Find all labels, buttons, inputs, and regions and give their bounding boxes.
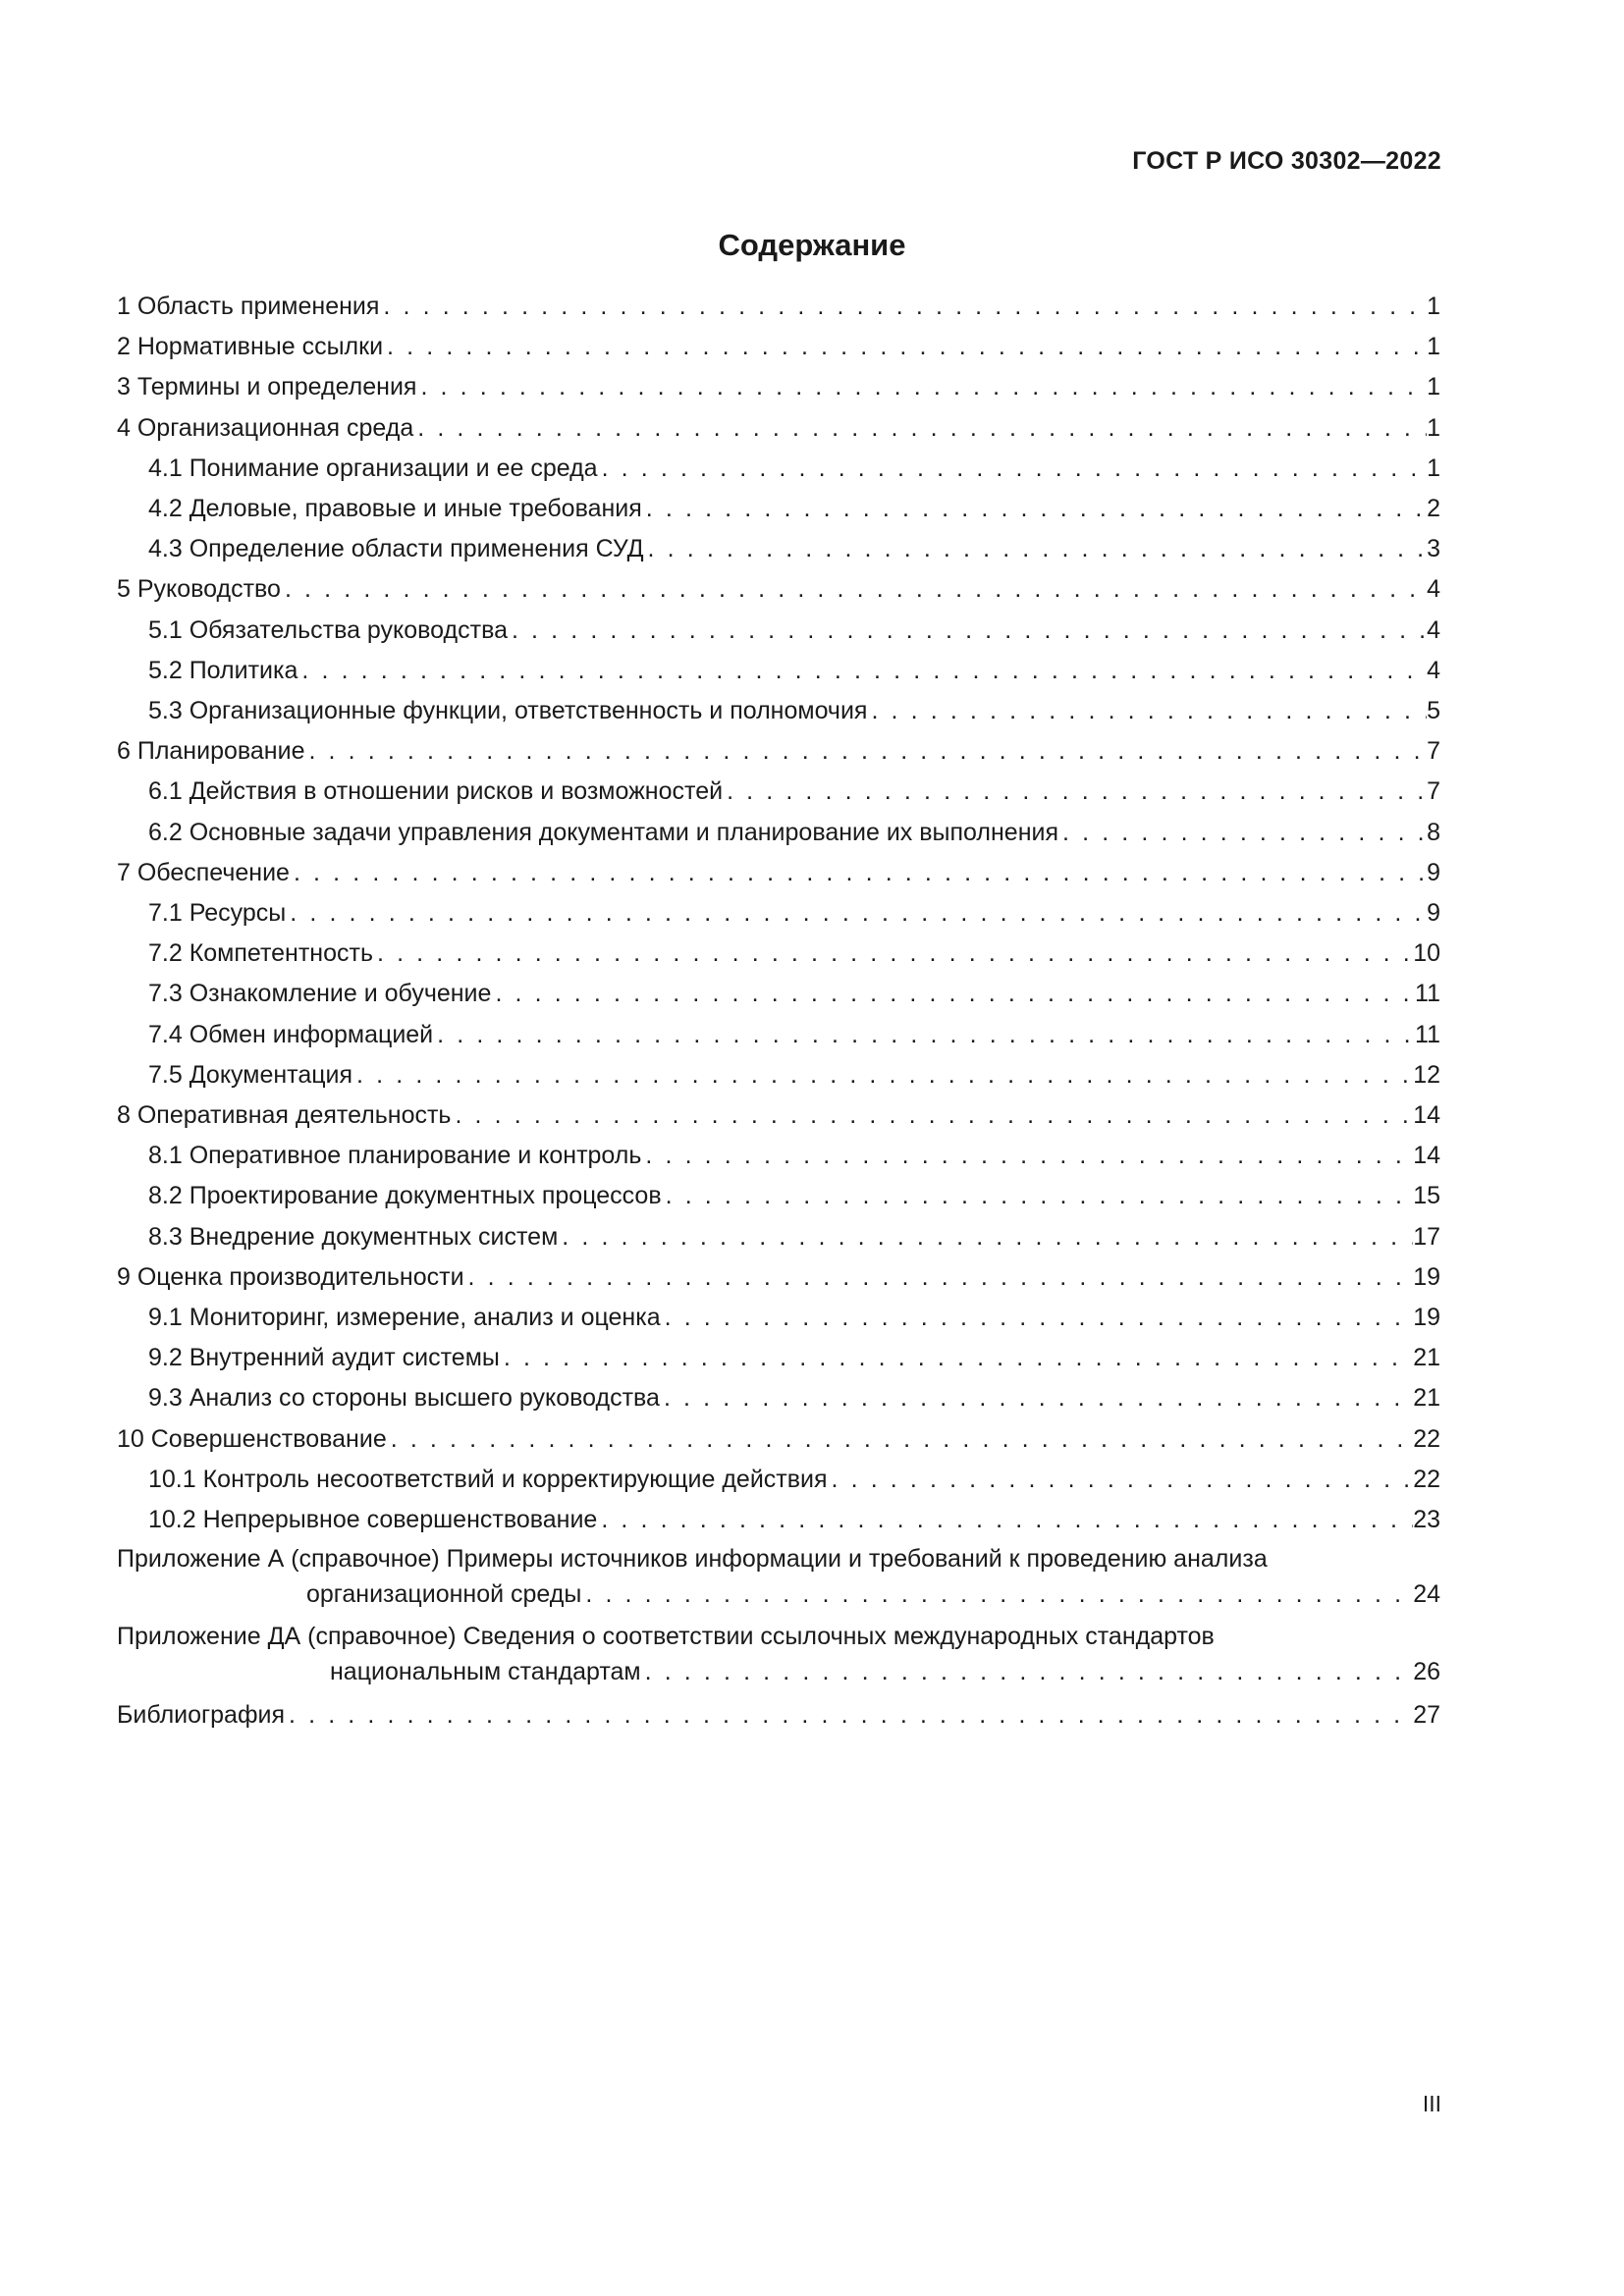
toc-page-number: 22 bbox=[1413, 1465, 1440, 1493]
toc-page-number: 1 bbox=[1427, 373, 1440, 401]
toc-subentry[interactable] bbox=[117, 1298, 1440, 1338]
toc-entry-text: 5.1 Обязательства руководства bbox=[148, 615, 508, 644]
toc-entry-text: 6.1 Действия в отношении рисков и возможностей bbox=[148, 777, 724, 806]
toc-subentry[interactable] bbox=[117, 1055, 1440, 1095]
toc-entry[interactable] bbox=[117, 1257, 1440, 1298]
toc-entry[interactable] bbox=[117, 1419, 1440, 1460]
toc-subentry[interactable] bbox=[117, 611, 1440, 651]
toc-entry-text: 7.4 Обмен информацией bbox=[148, 1020, 434, 1048]
toc-entry-text: 8 Оперативная деятельность bbox=[117, 1101, 452, 1130]
page-title: Содержание bbox=[718, 228, 906, 262]
toc-page-number: 22 bbox=[1413, 1424, 1440, 1453]
toc-page-number: 12 bbox=[1413, 1060, 1440, 1089]
toc-page-number: 1 bbox=[1427, 413, 1440, 442]
toc-dot-leader bbox=[301, 651, 1427, 691]
toc-dot-leader bbox=[504, 1338, 1413, 1378]
toc-subentry[interactable] bbox=[117, 974, 1440, 1014]
toc-entry[interactable] bbox=[117, 327, 1440, 367]
toc-entry[interactable] bbox=[117, 731, 1440, 772]
toc-page-number: 1 bbox=[1427, 293, 1440, 320]
toc-dot-leader bbox=[646, 489, 1427, 529]
toc-entry-text: Библиография bbox=[117, 1701, 286, 1730]
toc-entry-text: 7.3 Ознакомление и обучение bbox=[148, 980, 492, 1008]
toc-entry-text: 8.3 Внедрение документных систем bbox=[148, 1222, 559, 1251]
toc-entry-text: 4.3 Определение области применения СУД bbox=[148, 535, 644, 563]
toc-dot-leader bbox=[648, 529, 1428, 569]
toc-entry-text: 4.2 Деловые, правовые и иные требования bbox=[148, 495, 642, 523]
toc-dot-leader bbox=[420, 367, 1427, 407]
toc-dot-leader bbox=[383, 287, 1427, 327]
toc-entry-text: 8.2 Проектирование документных процессов bbox=[148, 1182, 662, 1210]
toc-dot-leader bbox=[1062, 813, 1427, 853]
toc-entry-text: 6 Планирование bbox=[117, 737, 305, 766]
toc-dot-leader bbox=[601, 1500, 1413, 1540]
toc-dot-leader bbox=[289, 1695, 1413, 1735]
toc-entry-text: 9.3 Анализ со стороны высшего руководства bbox=[148, 1384, 660, 1413]
toc-entry-text: Приложение ДА (справочное) Сведения о соответствии ссылочных международных стандартов bbox=[117, 1623, 1215, 1651]
toc-entry-text: 3 Термины и определения bbox=[117, 373, 417, 401]
toc-page-number: 9 bbox=[1427, 858, 1440, 886]
toc-entry-text: 7.5 Документация bbox=[148, 1060, 353, 1089]
toc-dot-leader bbox=[645, 1654, 1414, 1689]
toc-dot-leader bbox=[290, 893, 1427, 934]
toc-page-number: 15 bbox=[1413, 1182, 1440, 1210]
toc-entry-text: 5.2 Политика bbox=[148, 656, 298, 684]
toc-page-number: 21 bbox=[1413, 1344, 1440, 1372]
toc-page-number: 14 bbox=[1413, 1142, 1440, 1170]
toc-dot-leader bbox=[285, 569, 1427, 610]
toc-page-number: 7 bbox=[1427, 777, 1440, 806]
toc-page-number: 24 bbox=[1413, 1580, 1440, 1609]
toc-dot-leader bbox=[645, 1136, 1413, 1176]
toc-dot-leader bbox=[356, 1055, 1413, 1095]
toc-entry-text: 8.1 Оперативное планирование и контроль bbox=[148, 1142, 642, 1170]
toc-entry-text-continued: организационной среды bbox=[306, 1580, 582, 1609]
toc-entry-text: 2 Нормативные ссылки bbox=[117, 333, 384, 361]
toc-dot-leader bbox=[562, 1217, 1413, 1257]
toc-page-number: 21 bbox=[1413, 1384, 1440, 1413]
toc-entry-annex-a[interactable] bbox=[117, 1540, 1440, 1612]
toc-subentry[interactable] bbox=[117, 893, 1440, 934]
toc-dot-leader bbox=[468, 1257, 1414, 1298]
toc-page-number: 1 bbox=[1427, 454, 1440, 482]
page-number: III bbox=[1422, 2091, 1441, 2116]
toc-entry[interactable] bbox=[117, 287, 1440, 327]
toc-entry-annex-da[interactable] bbox=[117, 1618, 1440, 1689]
toc-entry-text: 7.1 Ресурсы bbox=[148, 899, 287, 928]
toc-entry-text: 7 Обеспечение bbox=[117, 858, 290, 886]
toc-dot-leader bbox=[727, 772, 1427, 812]
toc-subentry[interactable] bbox=[117, 651, 1440, 691]
toc-entry-text: 4 Организационная среда bbox=[117, 413, 414, 442]
toc-page-number: 10 bbox=[1413, 939, 1440, 968]
toc-subentry[interactable] bbox=[117, 1176, 1440, 1216]
toc-dot-leader bbox=[665, 1298, 1414, 1338]
toc-entry-text: 5 Руководство bbox=[117, 575, 281, 604]
toc-subentry[interactable] bbox=[117, 1500, 1440, 1540]
toc-entry[interactable] bbox=[117, 1095, 1440, 1136]
toc-entry-text: 10.2 Непрерывное совершенствование bbox=[148, 1506, 598, 1534]
toc-entry-text: Приложение А (справочное) Примеры источников информации и требований к проведению анализа bbox=[117, 1545, 1268, 1574]
toc-dot-leader bbox=[664, 1378, 1413, 1418]
toc-dot-leader bbox=[391, 1419, 1413, 1460]
toc-dot-leader bbox=[871, 691, 1427, 731]
toc-page-number: 7 bbox=[1427, 737, 1440, 766]
toc-entry[interactable] bbox=[117, 853, 1440, 893]
toc-entry-text: 1 Область применения bbox=[117, 293, 380, 320]
toc-entry-text: 6.2 Основные задачи управления документами и планирование их выполнения bbox=[148, 818, 1059, 846]
toc-subentry[interactable] bbox=[117, 1378, 1440, 1418]
toc-page-number: 19 bbox=[1413, 1262, 1440, 1291]
toc-dot-leader bbox=[832, 1460, 1414, 1500]
toc-dot-leader bbox=[512, 611, 1427, 651]
toc-subentry[interactable] bbox=[117, 1015, 1440, 1055]
toc-subentry[interactable] bbox=[117, 1217, 1440, 1257]
toc-entry-text: 4.1 Понимание организации и ее среда bbox=[148, 454, 598, 482]
toc-dot-leader bbox=[387, 327, 1427, 367]
toc-entry[interactable] bbox=[117, 408, 1440, 449]
toc-entry-text: 10 Совершенствование bbox=[117, 1424, 387, 1453]
toc-entry-text: 9 Оценка производительности bbox=[117, 1262, 464, 1291]
toc-page-number: 19 bbox=[1413, 1304, 1440, 1332]
toc-subentry[interactable] bbox=[117, 691, 1440, 731]
toc-page-number: 4 bbox=[1427, 615, 1440, 644]
toc-dot-leader bbox=[417, 408, 1427, 449]
toc-dot-leader bbox=[294, 853, 1427, 893]
toc-page-number: 23 bbox=[1413, 1506, 1440, 1534]
toc-entry-text: 7.2 Компетентность bbox=[148, 939, 373, 968]
toc-subentry[interactable] bbox=[117, 1338, 1440, 1378]
toc-page-number: 4 bbox=[1427, 575, 1440, 604]
toc-dot-leader bbox=[437, 1015, 1415, 1055]
toc-entry-text: 5.3 Организационные функции, ответственность и полномочия bbox=[148, 697, 868, 725]
toc-entry[interactable] bbox=[117, 367, 1440, 407]
toc-subentry[interactable] bbox=[117, 1136, 1440, 1176]
toc-entry-text: 9.2 Внутренний аудит системы bbox=[148, 1344, 500, 1372]
toc-page-number: 11 bbox=[1415, 1020, 1440, 1048]
document-header-id: ГОСТ Р ИСО 30302—2022 bbox=[1132, 147, 1441, 175]
toc-page-number: 4 bbox=[1427, 656, 1440, 684]
toc-subentry[interactable] bbox=[117, 772, 1440, 812]
toc-page-number: 14 bbox=[1413, 1101, 1440, 1130]
toc-subentry[interactable] bbox=[117, 449, 1440, 489]
toc-subentry[interactable] bbox=[117, 813, 1440, 853]
toc-page-number: 17 bbox=[1413, 1222, 1440, 1251]
toc-subentry[interactable] bbox=[117, 489, 1440, 529]
toc-dot-leader bbox=[308, 731, 1427, 772]
toc-dot-leader bbox=[602, 449, 1428, 489]
toc-page-number: 2 bbox=[1427, 495, 1440, 523]
toc-entry-text: 10.1 Контроль несоответствий и корректирующие действия bbox=[148, 1465, 828, 1493]
toc-subentry[interactable] bbox=[117, 1460, 1440, 1500]
toc-subentry[interactable] bbox=[117, 934, 1440, 974]
toc-dot-leader bbox=[455, 1095, 1413, 1136]
toc-page-number: 9 bbox=[1427, 899, 1440, 928]
toc-dot-leader bbox=[495, 974, 1415, 1014]
toc-entry-text: 9.1 Мониторинг, измерение, анализ и оценка bbox=[148, 1304, 661, 1332]
toc-entry[interactable] bbox=[117, 569, 1440, 610]
toc-subentry[interactable] bbox=[117, 529, 1440, 569]
table-of-contents bbox=[117, 287, 1440, 1736]
toc-dot-leader bbox=[585, 1576, 1413, 1612]
toc-entry-text-continued: национальным стандартам bbox=[330, 1658, 641, 1686]
toc-page-number: 3 bbox=[1427, 535, 1440, 563]
toc-page-number: 1 bbox=[1427, 333, 1440, 361]
toc-page-number: 5 bbox=[1427, 697, 1440, 725]
toc-page-number: 26 bbox=[1413, 1658, 1440, 1686]
toc-page-number: 27 bbox=[1413, 1701, 1440, 1730]
toc-entry[interactable] bbox=[117, 1695, 1440, 1735]
toc-dot-leader bbox=[377, 934, 1413, 974]
toc-page-number: 11 bbox=[1415, 980, 1440, 1008]
toc-dot-leader bbox=[666, 1176, 1414, 1216]
toc-page-number: 8 bbox=[1427, 818, 1440, 846]
